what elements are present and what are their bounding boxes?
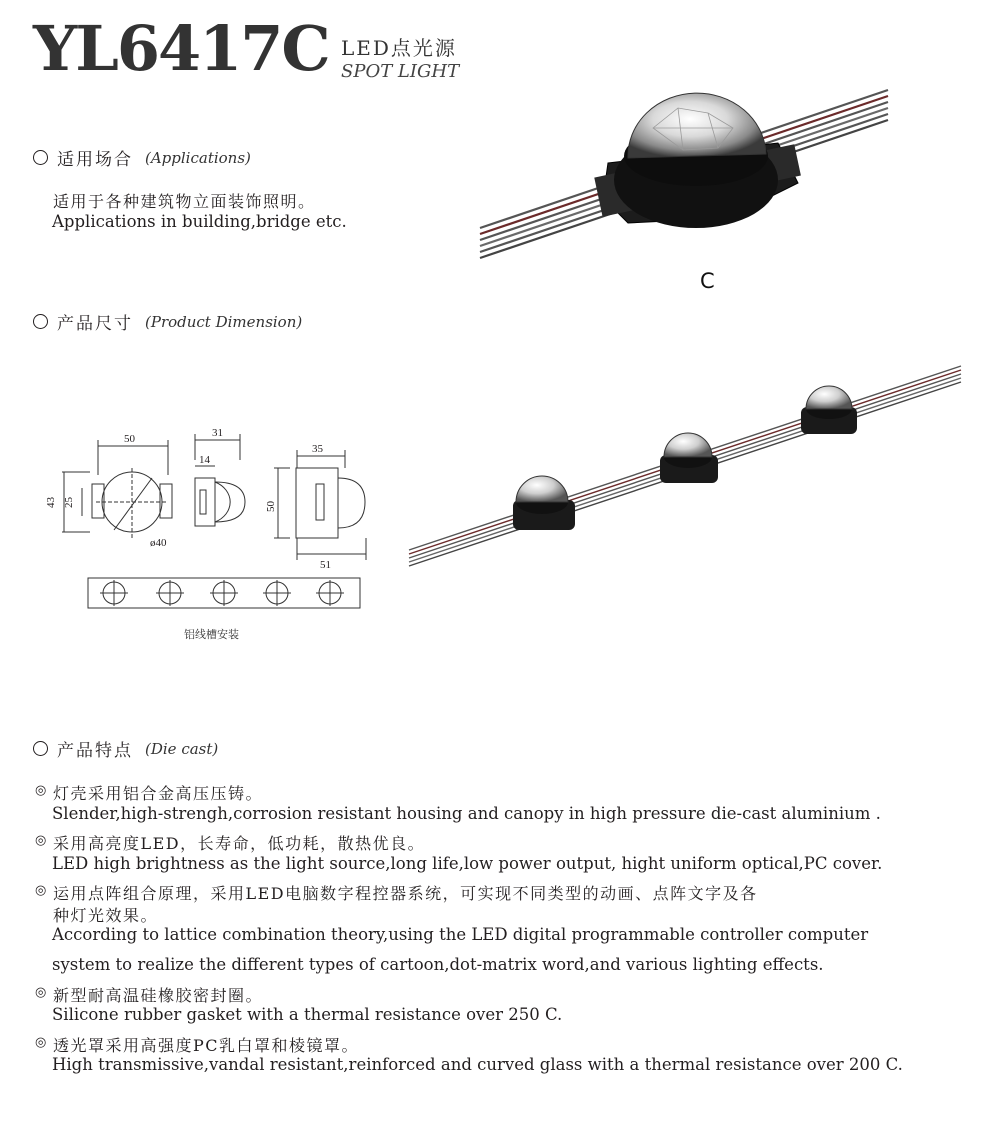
circle-icon bbox=[33, 314, 48, 329]
applications-heading-en: (Applications) bbox=[145, 148, 251, 167]
product-image-label: C bbox=[700, 269, 715, 293]
dimension-heading-cn: 产品尺寸 bbox=[57, 314, 133, 334]
dim-front-inner: 25 bbox=[63, 497, 75, 508]
feature-cn: 灯壳采用铝合金高压压铸。 bbox=[53, 784, 264, 803]
bullet-icon: ◎ bbox=[35, 1035, 47, 1050]
dimension-heading bbox=[33, 309, 302, 334]
feature-cn-continued: 种灯光效果。 bbox=[53, 906, 159, 925]
applications-text-en: Applications in building,bridge etc. bbox=[52, 212, 347, 231]
product-photo-single bbox=[478, 68, 893, 268]
feature-item bbox=[35, 881, 758, 904]
feature-en: LED high brightness as the light source,long life,low power output, hight uniform optical,PC cover. bbox=[52, 854, 883, 873]
features-heading bbox=[33, 736, 218, 761]
feature-cn: 采用高亮度LED，长寿命，低功耗，散热优良。 bbox=[53, 834, 426, 853]
dim-front-diameter: ø40 bbox=[150, 537, 167, 549]
feature-cn: 透光罩采用高强度PC乳白罩和棱镜罩。 bbox=[53, 1036, 360, 1055]
dim-back-top: 35 bbox=[312, 443, 323, 455]
model-number: YL6417C bbox=[33, 12, 329, 85]
drawing-caption: 铝线槽安装 bbox=[184, 628, 239, 641]
subtitle-cn: LED点光源 bbox=[341, 36, 457, 60]
bullet-icon: ◎ bbox=[35, 833, 47, 848]
dim-side-depth: 31 bbox=[212, 427, 223, 439]
bullet-icon: ◎ bbox=[35, 883, 47, 898]
circle-icon bbox=[33, 150, 48, 165]
features-heading-cn: 产品特点 bbox=[57, 741, 133, 761]
dimension-drawing bbox=[40, 420, 380, 620]
applications-heading bbox=[33, 145, 251, 170]
feature-en: High transmissive,vandal resistant,reinforced and curved glass with a thermal resistance over 200 C. bbox=[52, 1055, 903, 1074]
dim-side-inner: 14 bbox=[199, 454, 210, 466]
applications-heading-cn: 适用场合 bbox=[57, 150, 133, 170]
feature-en: Silicone rubber gasket with a thermal resistance over 250 C. bbox=[52, 1005, 563, 1024]
feature-en: Slender,high-strengh,corrosion resistant housing and canopy in high pressure die-cast aluminium . bbox=[52, 804, 881, 823]
product-photo-chain bbox=[405, 360, 965, 575]
bullet-icon: ◎ bbox=[35, 985, 47, 1000]
feature-item bbox=[35, 781, 263, 804]
circle-icon bbox=[33, 741, 48, 756]
dimension-heading-en: (Product Dimension) bbox=[145, 312, 303, 331]
bullet-icon: ◎ bbox=[35, 783, 47, 798]
dim-back-bottom: 51 bbox=[320, 559, 331, 571]
feature-en: According to lattice combination theory,using the LED digital programmable controller computer bbox=[52, 925, 869, 944]
subtitle-en: SPOT LIGHT bbox=[341, 61, 460, 82]
feature-item bbox=[35, 983, 263, 1006]
dim-front-width: 50 bbox=[124, 433, 135, 445]
dim-back-height: 50 bbox=[265, 501, 277, 512]
feature-item bbox=[35, 1033, 359, 1056]
feature-cn: 运用点阵组合原理，采用LED电脑数字程控器系统，可实现不同类型的动画、点阵文字及各 bbox=[53, 884, 758, 903]
feature-cn: 新型耐高温硅橡胶密封圈。 bbox=[53, 986, 264, 1005]
applications-text-cn: 适用于各种建筑物立面装饰照明。 bbox=[53, 192, 316, 211]
dim-front-height: 43 bbox=[45, 497, 57, 508]
features-heading-en: (Die cast) bbox=[145, 739, 219, 758]
feature-item bbox=[35, 831, 425, 854]
feature-en: system to realize the different types of cartoon,dot-matrix word,and various lighting effects. bbox=[52, 955, 824, 974]
